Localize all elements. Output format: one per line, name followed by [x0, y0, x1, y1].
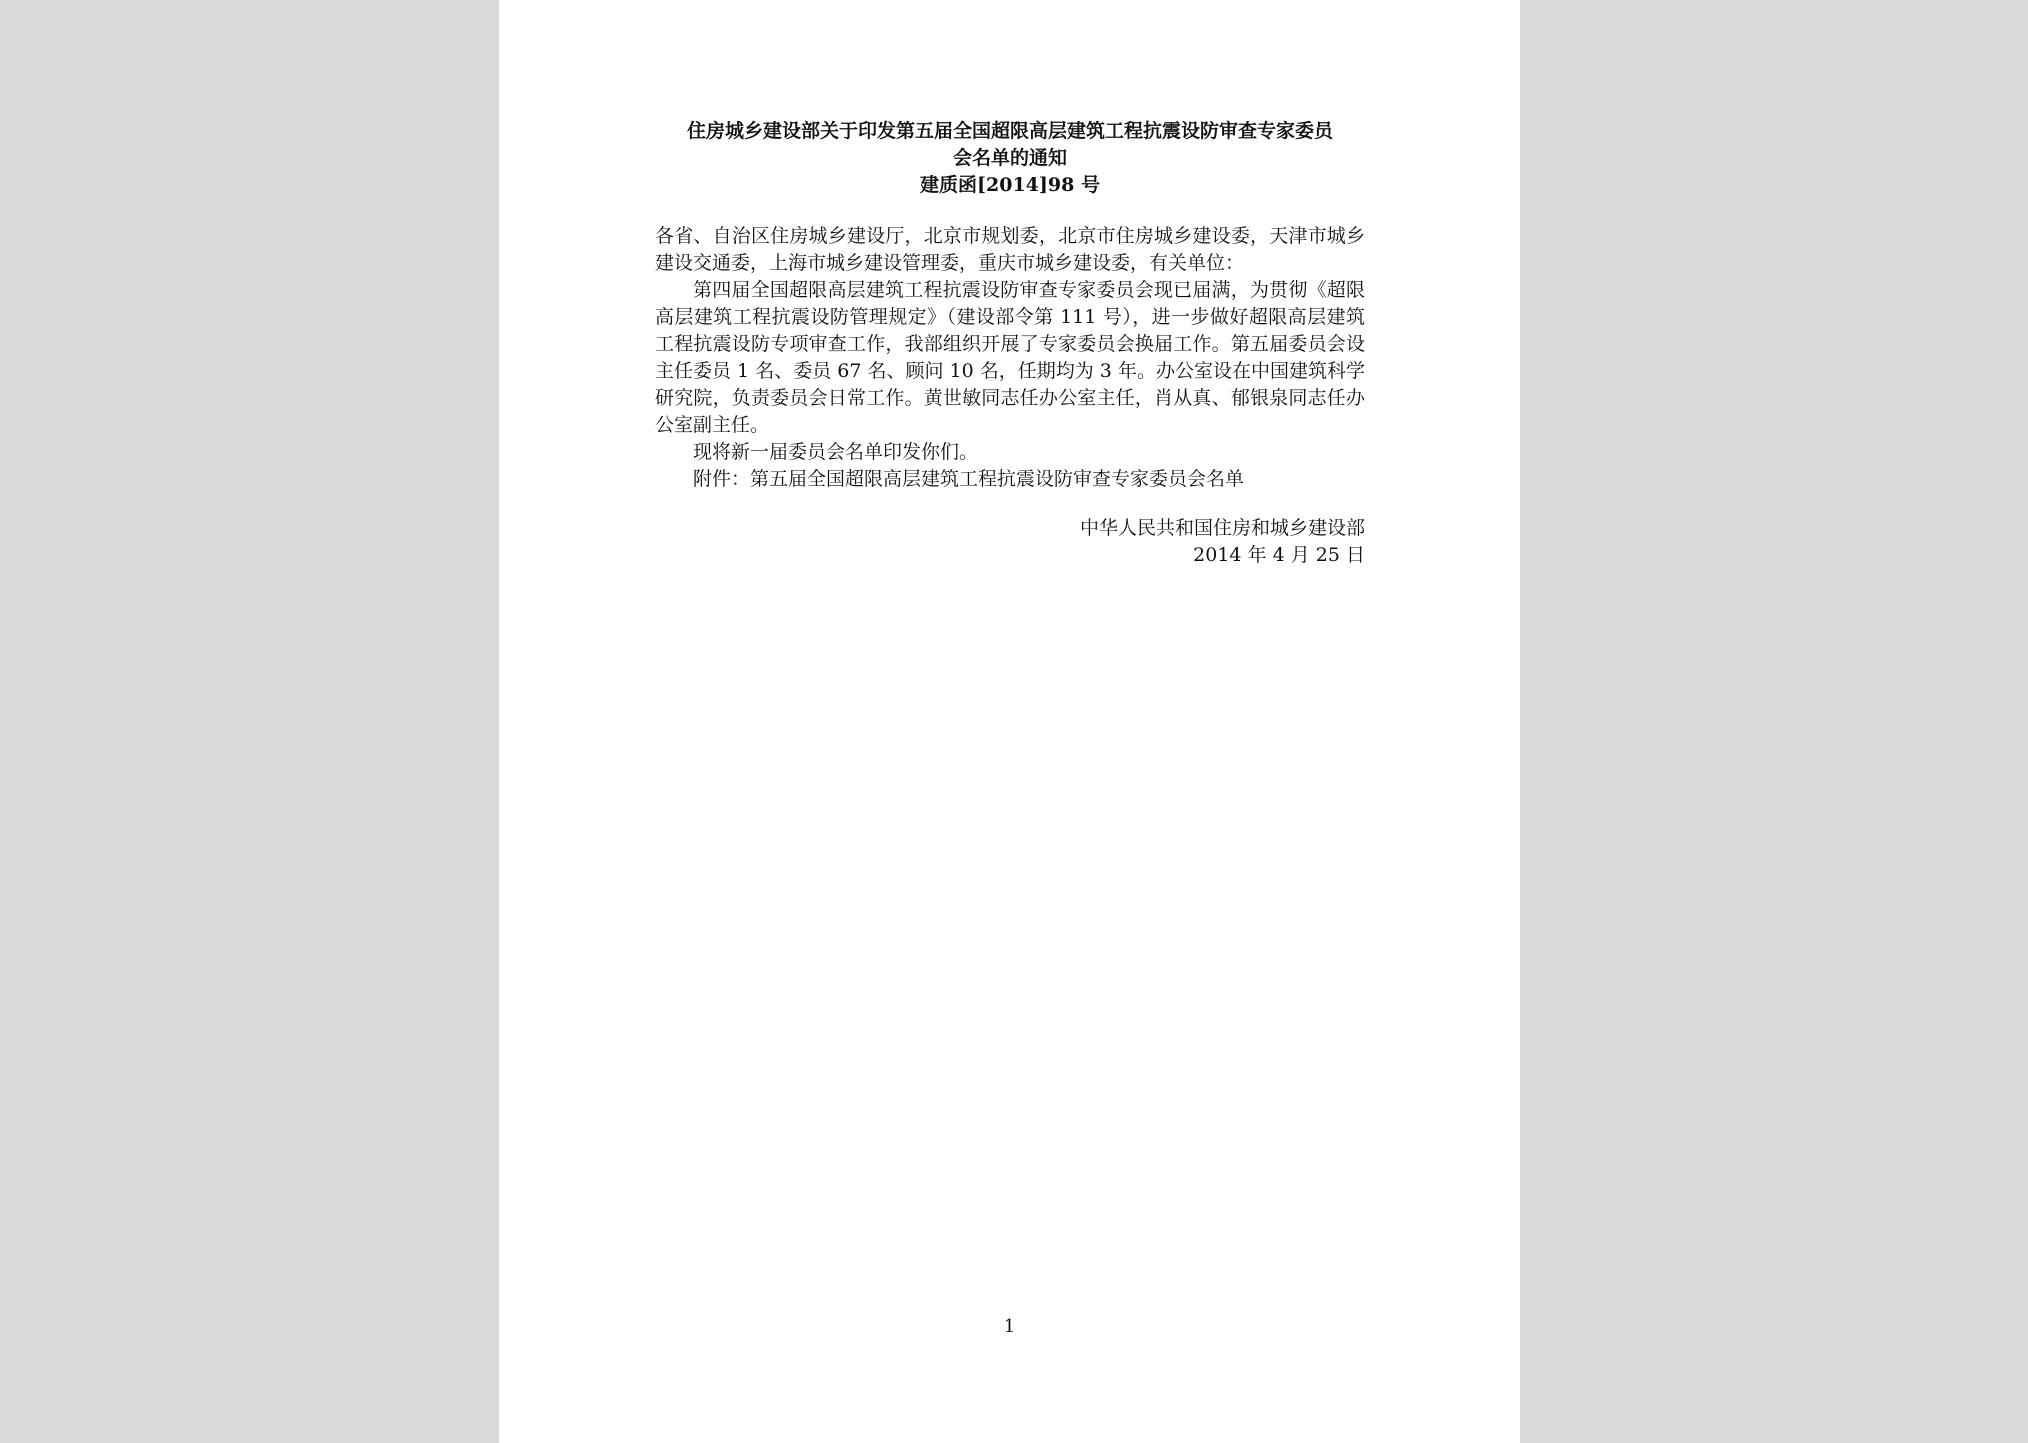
document-page	[499, 0, 1520, 1443]
document-title	[655, 118, 1365, 199]
issuer-name: 中华人民共和国住房和城乡建设部	[1079, 517, 1365, 539]
document-number: 建质函[2014]98 号	[920, 174, 1100, 196]
attachment-paragraph: 附件：第五届全国超限高层建筑工程抗震设防审查专家委员会名单	[693, 468, 1245, 490]
notice-paragraph: 现将新一届委员会名单印发你们。	[693, 441, 979, 463]
issue-date: 2014 年 4 月 25 日	[1193, 544, 1365, 566]
document-content	[655, 118, 1365, 569]
signature-block	[655, 515, 1365, 569]
title-line-2: 会名单的通知	[952, 147, 1067, 169]
main-paragraph: 第四届全国超限高层建筑工程抗震设防审查专家委员会现已届满，为贯彻《超限高层建筑工程抗震设防管理规定》（建设部令第 111 号），进一步做好超限高层建筑工程抗震设防专项审查工作，我部组织开展了专家委员会换届工作。第五届委员会设主任委员 1 名、委员 67 名、顾问 10 名，任期均为 3 年。办公室设在中国建筑科学研究院，负责委员会日常工作。黄世敏同志任办公室主任，肖从真、郁银泉同志任办公室副主任。	[655, 279, 1365, 436]
addressee-paragraph: 各省、自治区住房城乡建设厅，北京市规划委，北京市住房城乡建设委，天津市城乡建设交通委，上海市城乡建设管理委，重庆市城乡建设委，有关单位：	[655, 225, 1365, 274]
title-line-1: 住房城乡建设部关于印发第五届全国超限高层建筑工程抗震设防审查专家委员	[686, 120, 1333, 142]
page-number: 1	[1003, 1316, 1016, 1337]
document-body	[655, 223, 1365, 493]
